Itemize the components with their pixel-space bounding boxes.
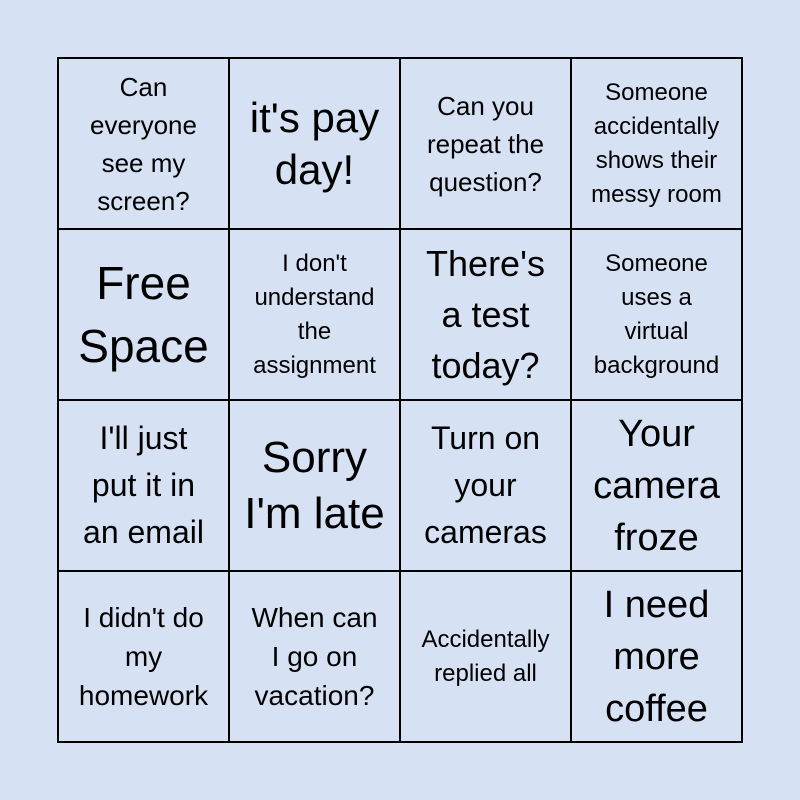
bingo-cell-r1c3[interactable] bbox=[400, 58, 571, 229]
bingo-cell-r4c2[interactable] bbox=[229, 571, 400, 742]
bingo-cell-text: When can I go on vacation? bbox=[251, 602, 378, 711]
bingo-cell-text: Turn on your cameras bbox=[424, 420, 547, 550]
bingo-cell-r2c3[interactable] bbox=[400, 229, 571, 400]
bingo-cell-text: Can everyone see my screen? bbox=[90, 71, 197, 216]
bingo-cell-r1c2[interactable] bbox=[229, 58, 400, 229]
bingo-cell-r2c2[interactable] bbox=[229, 229, 400, 400]
bingo-cell-r3c4[interactable] bbox=[571, 400, 742, 571]
bingo-cell-text: There's a test today? bbox=[426, 243, 545, 386]
bingo-cell-r4c1[interactable] bbox=[58, 571, 229, 742]
bingo-cell-text: Free Space bbox=[78, 256, 209, 372]
bingo-cell-text: I'll just put it in an email bbox=[83, 420, 204, 550]
bingo-cell-text: Accidentally replied all bbox=[421, 625, 550, 687]
bingo-cell-text: Can you repeat the question? bbox=[426, 90, 545, 197]
bingo-cell-r1c4[interactable] bbox=[571, 58, 742, 229]
bingo-cell-text: Someone accidentally shows their messy room bbox=[591, 78, 722, 208]
bingo-cell-r4c4[interactable] bbox=[571, 571, 742, 742]
bingo-cell-r3c1[interactable] bbox=[58, 400, 229, 571]
bingo-cell-r3c2[interactable] bbox=[229, 400, 400, 571]
bingo-cell-r4c3[interactable] bbox=[400, 571, 571, 742]
bingo-cell-r2c1[interactable] bbox=[58, 229, 229, 400]
bingo-cell-text: Sorry I'm late bbox=[244, 432, 385, 538]
bingo-cell-text: Someone uses a virtual background bbox=[593, 249, 720, 379]
bingo-cell-text: I don't understand the assignment bbox=[253, 249, 376, 379]
bingo-cell-text: I didn't do my homework bbox=[78, 602, 209, 711]
bingo-cell-text: it's pay day! bbox=[249, 93, 380, 193]
bingo-cell-r1c1[interactable] bbox=[58, 58, 229, 229]
bingo-cell-r3c3[interactable] bbox=[400, 400, 571, 571]
bingo-board bbox=[57, 57, 743, 743]
bingo-cell-text: Your camera froze bbox=[593, 412, 720, 559]
bingo-cell-r2c4[interactable] bbox=[571, 229, 742, 400]
bingo-cell-text: I need more coffee bbox=[603, 583, 710, 730]
